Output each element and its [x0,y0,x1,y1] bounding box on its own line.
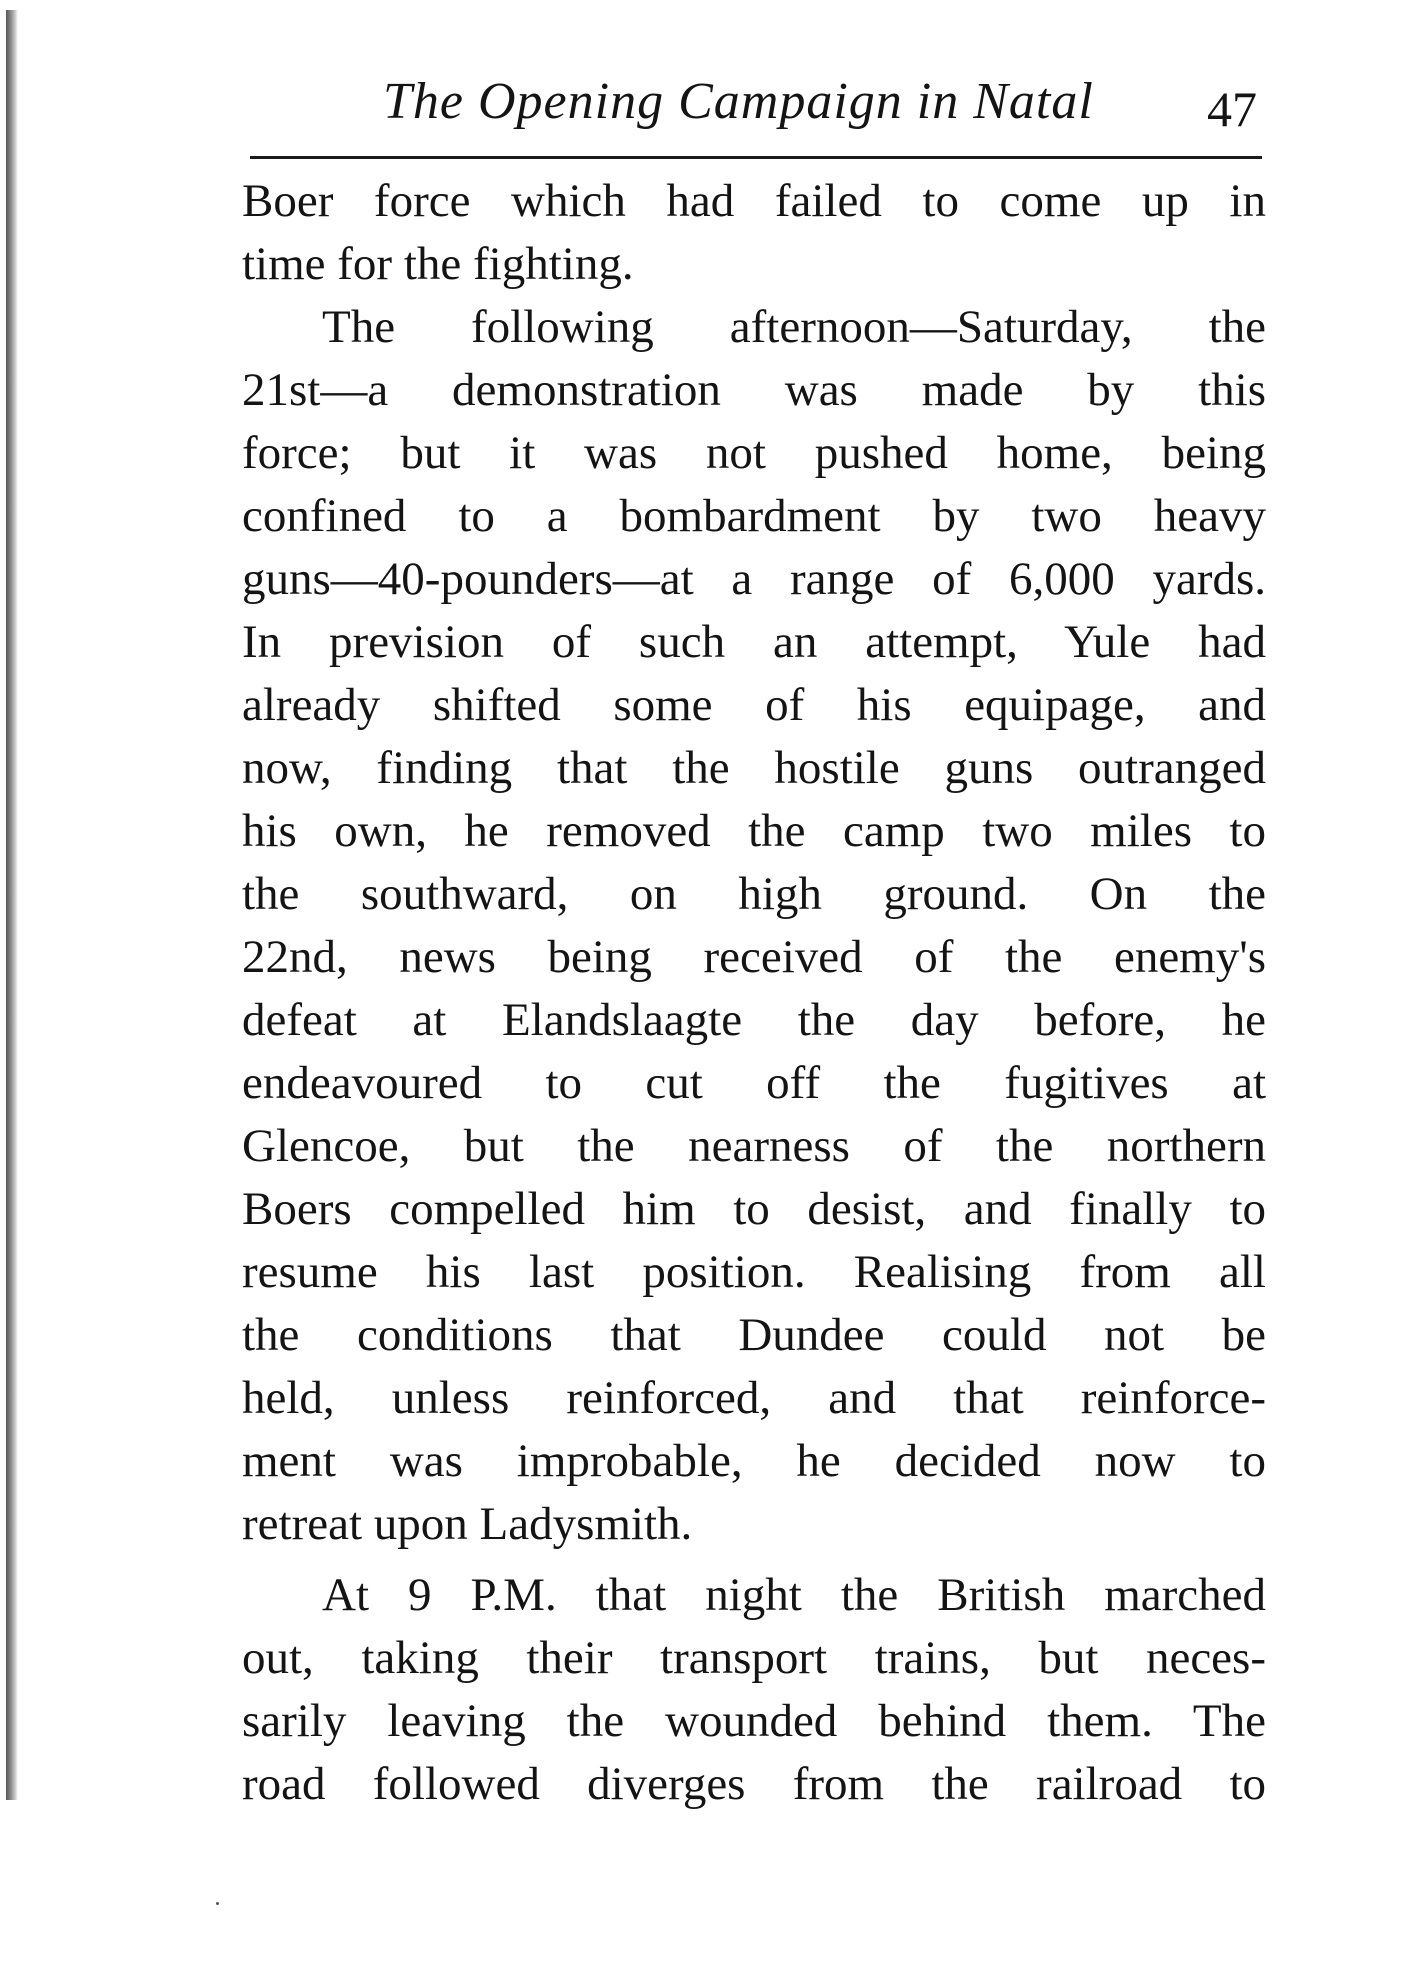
text-line: 22nd, news being received of the enemy's [242,931,1266,983]
text-line: the conditions that Dundee could not be [242,1309,1266,1361]
text-line: ment was improbable, he decided now to [242,1435,1266,1487]
running-title: The Opening Campaign in Natal [383,73,1094,130]
text-line: retreat upon Ladysmith. [242,1498,693,1550]
header-rule [250,156,1262,159]
text-line: defeat at Elandslaagte the day before, he [242,994,1266,1046]
text-line: time for the fighting. [242,238,634,290]
text-line: In prevision of such an attempt, Yule had [242,616,1266,668]
text-line: sarily leaving the wounded behind them. The [242,1695,1266,1747]
text-line: force; but it was not pushed home, being [242,427,1266,479]
text-line: the southward, on high ground. On the [242,868,1266,920]
text-line: resume his last position. Realising from all [242,1246,1266,1298]
text-line: Boers compelled him to desist, and finally to [242,1183,1266,1235]
text-line: now, finding that the hostile guns outranged [242,742,1266,794]
text-line: guns—40-pounders—at a range of 6,000 yards. [242,553,1266,605]
text-line: At 9 P.M. that night the British marched [322,1569,1266,1621]
body-text [242,170,1266,1816]
text-line: held, unless reinforced, and that reinforce- [242,1372,1266,1424]
page-number: 47 [1207,81,1257,137]
text-line: his own, he removed the camp two miles to [242,805,1266,857]
text-line: The following afternoon—Saturday, the [322,301,1266,353]
stray-ink-mark [216,1902,219,1905]
text-line: Glencoe, but the nearness of the northern [242,1120,1266,1172]
text-line: endeavoured to cut off the fugitives at [242,1057,1266,1109]
text-line: already shifted some of his equipage, and [242,679,1266,731]
text-line: 21st—a demonstration was made by this [242,364,1266,416]
text-line: Boer force which had failed to come up in [242,175,1266,227]
text-line: road followed diverges from the railroad to [242,1758,1266,1810]
text-line: confined to a bombardment by two heavy [242,490,1266,542]
text-line: out, taking their transport trains, but neces- [242,1632,1266,1684]
running-head [248,72,1263,152]
page-binding-edge [6,10,18,1800]
